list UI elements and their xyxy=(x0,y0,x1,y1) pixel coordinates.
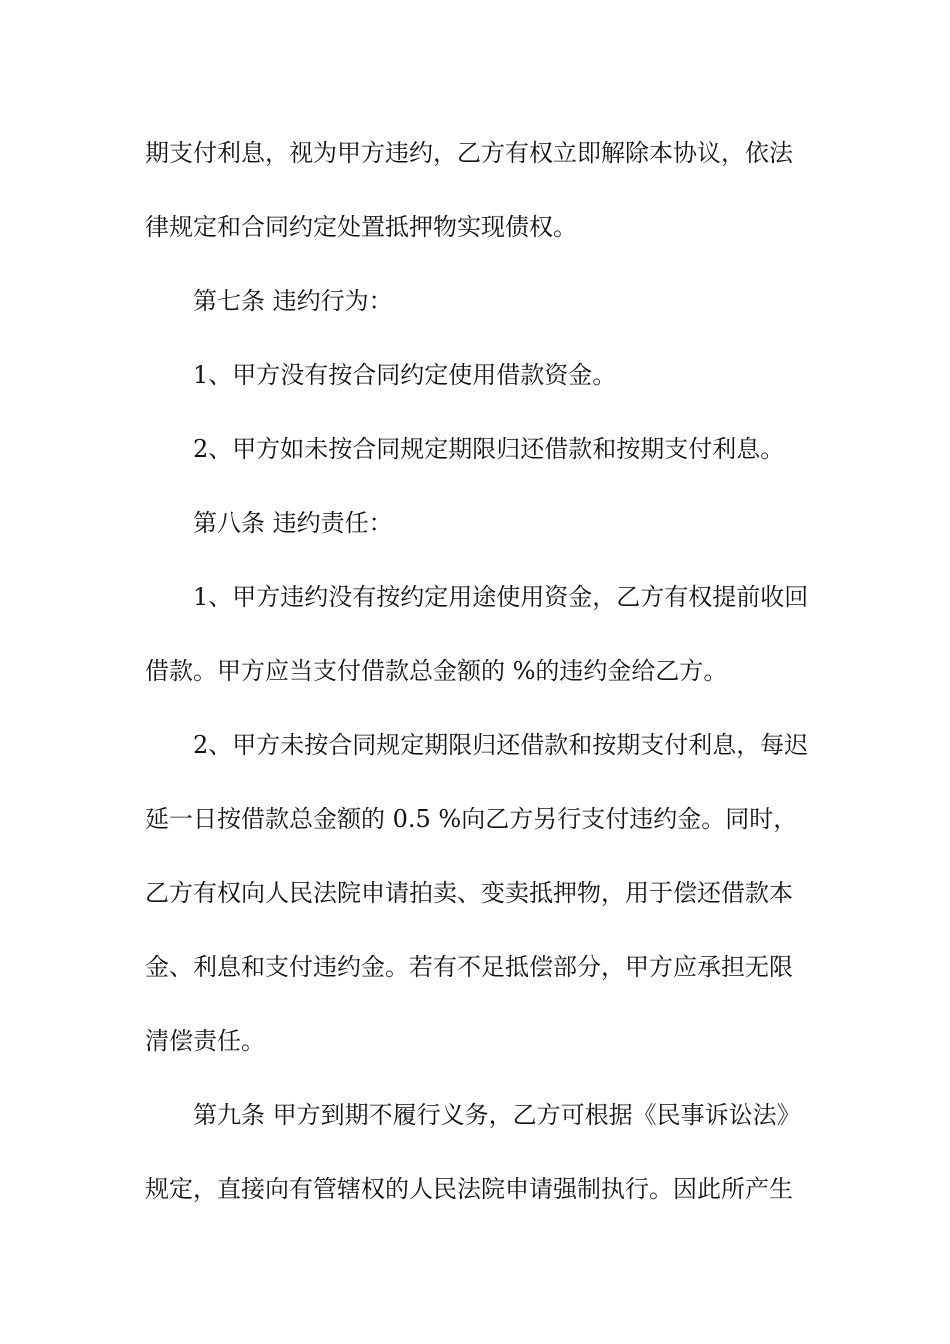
article-7-heading: 第七条 违约行为： xyxy=(193,287,393,315)
text-line: 金、利息和支付违约金。若有不足抵偿部分，甲方应承担无限 xyxy=(145,953,793,981)
article-8-heading: 第八条 违约责任： xyxy=(193,509,393,537)
text-line: 清偿责任。 xyxy=(145,1027,265,1055)
article-9-paragraph: 第九条 甲方到期不履行义务，乙方可根据《民事诉讼法》 xyxy=(193,1101,801,1129)
text-line: 借款。甲方应当支付借款总金额的 %的违约金给乙方。 xyxy=(145,657,728,685)
text-line: 1、甲方违约没有按约定用途使用资金，乙方有权提前收回 xyxy=(193,583,809,611)
text-line: 期支付利息，视为甲方违约，乙方有权立即解除本协议，依法 xyxy=(145,139,793,167)
text-line: 延一日按借款总金额的 0.5 %向乙方另行支付违约金。同时， xyxy=(145,805,798,833)
text-line: 1、甲方没有按合同约定使用借款资金。 xyxy=(193,361,617,389)
text-line: 乙方有权向人民法院申请拍卖、变卖抵押物，用于偿还借款本 xyxy=(145,879,793,907)
document-body xyxy=(145,128,825,1238)
text-line: 律规定和合同约定处置抵押物实现债权。 xyxy=(145,213,577,241)
text-line: 规定，直接向有管辖权的人民法院申请强制执行。因此所产生 xyxy=(145,1175,793,1203)
text-line: 2、甲方未按合同规定期限归还借款和按期支付利息，每迟 xyxy=(193,731,809,759)
text-line: 2、甲方如未按合同规定期限归还借款和按期支付利息。 xyxy=(193,435,785,463)
